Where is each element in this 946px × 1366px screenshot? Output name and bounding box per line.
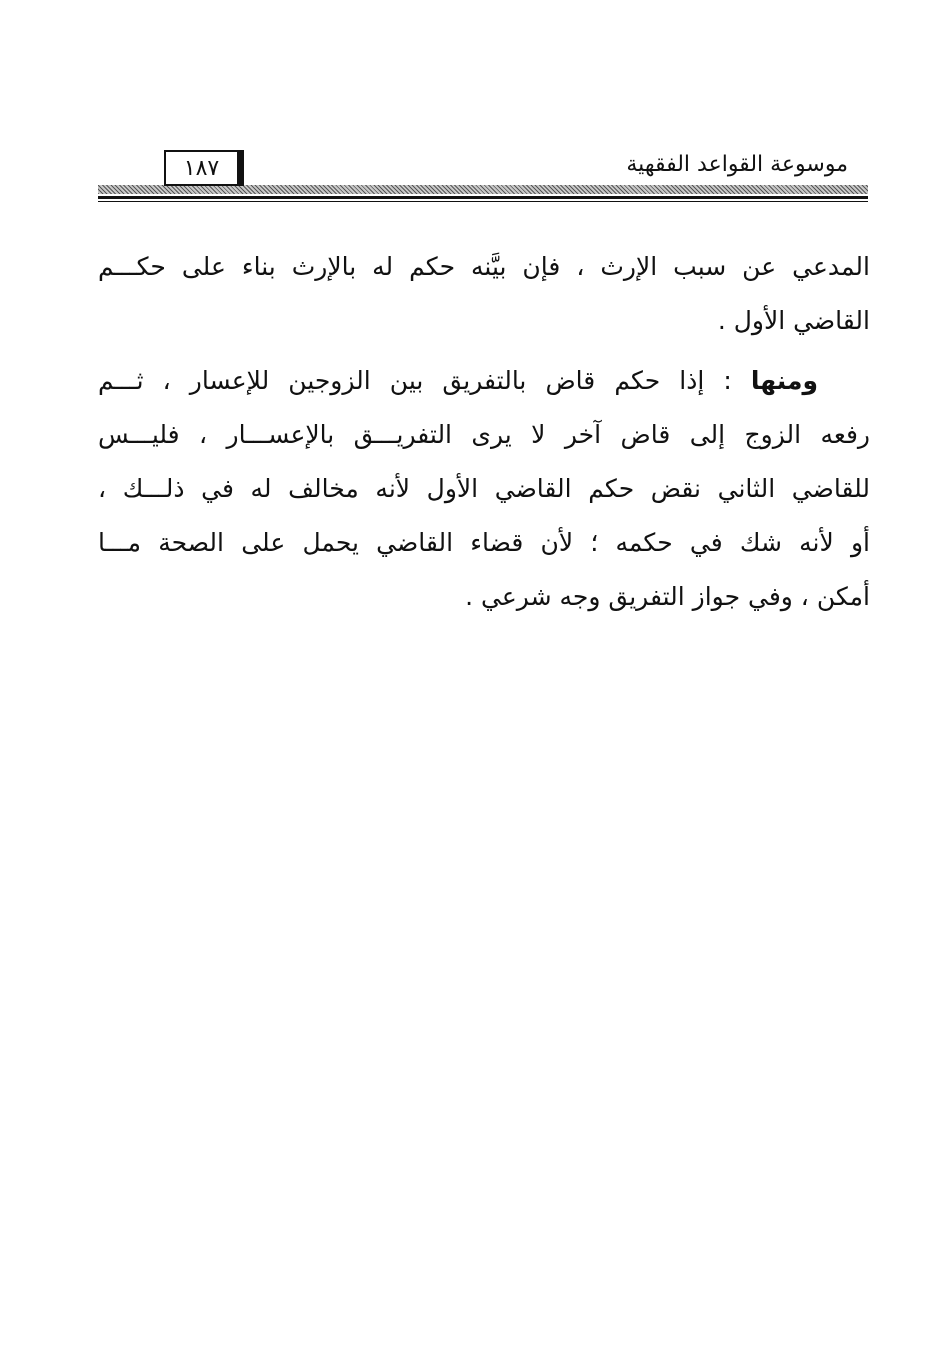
paragraph-line: المدعي عن سبب الإرث ، فإن بيَّنه حكم له بالإرث بناء على حكـــم (98, 252, 870, 281)
paragraph-line: أو لأنه شك في حكمه ؛ لأن قضاء القاضي يحمل على الصحة مـــا (98, 528, 870, 557)
paragraph-line: القاضي الأول . (717, 306, 870, 335)
paragraph-lead-word: ومنها (750, 366, 818, 395)
paragraph-line: أمكن ، وفي جواز التفريق وجه شرعي . (465, 582, 870, 611)
header-rule-thin (98, 201, 868, 202)
paragraph-2 (98, 354, 870, 624)
page-number: ١٨٧ (164, 150, 244, 186)
paragraph-1 (98, 240, 870, 348)
page-header (98, 150, 868, 208)
paragraph-line (98, 354, 870, 408)
paragraph-line: للقاضي الثاني نقض حكم القاضي الأول لأنه مخالف له في ذلـــك ، (98, 474, 870, 503)
header-hatched-rule (98, 185, 868, 194)
header-rule-thick (98, 196, 868, 199)
paragraph-line: رفعه الزوج إلى قاض آخر لا يرى التفريـــق بالإعســـار ، فليـــس (98, 420, 870, 449)
body-text (98, 240, 870, 624)
paragraph-line-rest: : إذا حكم قاض بالتفريق بين الزوجين للإعسار ، ثـــم (98, 366, 751, 395)
running-title: موسوعة القواعد الفقهية (626, 152, 848, 177)
